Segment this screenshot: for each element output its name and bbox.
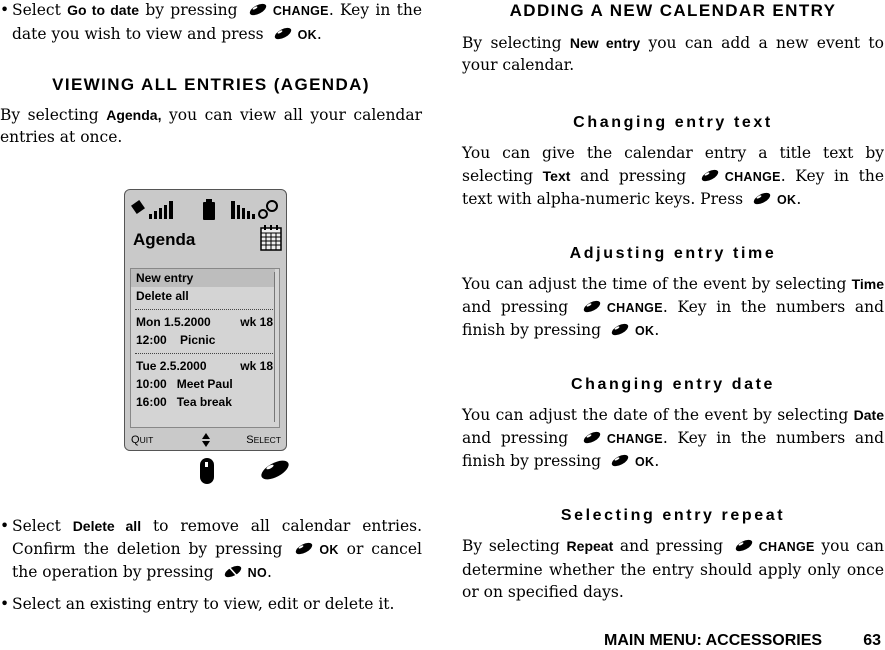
select-softkey[interactable]: SELECT [246,434,281,446]
left-column [0,0,422,149]
oval-key-icon [581,431,603,444]
bullet-delete-all: • Select Delete all to remove all calendar entries. Confirm the deletion by pressing OK or cancel the operation by pressing NO. [0,517,422,581]
oval-key-icon [733,539,755,552]
new-entry-paragraph: By selecting New entry you can add a new event to your calendar. [462,33,884,74]
list-item-day2-date[interactable]: Tue 2.5.2000 wk 18 [136,359,273,373]
change-key-label: CHANGE [724,169,781,184]
right-column [462,0,884,604]
left-lower [0,515,422,615]
list-item-picnic[interactable]: 12:00 Picnic [136,333,216,347]
term-new-entry: New entry [569,34,641,51]
change-key-label: CHANGE [758,540,815,554]
term-agenda: Agenda, [106,106,162,123]
term-repeat: Repeat [566,538,614,554]
list-item-meet-paul[interactable]: 10:00 Meet Paul [136,377,233,391]
entry-repeat-paragraph: By selecting Repeat and pressing CHANGE you can determine whether the entry should apply only once or on specified days. [462,537,885,601]
term-delete-all: Delete all [72,518,142,534]
status-bar-icons [131,196,281,224]
term-time: Time [851,276,884,292]
subheading-entry-repeat: Selecting entry repeat [560,506,786,524]
oval-key-icon [699,169,721,182]
entry-date-paragraph: You can adjust the date of the event by selecting Date and pressing CHANGE. Key in the numbers and finish by pressing OK. [462,406,885,470]
change-key-label: CHANGE [272,4,329,18]
change-key-label: CHANGE [606,300,663,315]
oval-key-icon [609,323,631,336]
slashed-key-icon [222,565,244,578]
scroll-arrows-icon [201,432,211,448]
agenda-paragraph: By selecting Agenda, you can view all your calendar entries at once. [0,105,423,146]
ok-key-label: OK [297,27,317,42]
list-item-tea-break[interactable]: 16:00 Tea break [136,395,232,409]
subheading-entry-date: Changing entry date [570,375,776,393]
entry-time-paragraph: You can adjust the time of the event by selecting Time and pressing CHANGE. Key in the numbers and finish by pressing OK. [462,275,885,339]
oval-key-icon [272,27,294,40]
no-key-label: NO [247,566,267,580]
agenda-list [130,268,280,428]
softkey-bar [131,432,281,448]
oval-key-icon [247,3,269,16]
oval-key-icon [581,300,603,313]
oval-key-icon [609,454,631,467]
list-item-day1-date[interactable]: Mon 1.5.2000 wk 18 [136,315,273,329]
oval-key-icon [293,542,315,555]
ok-key-label: OK [634,455,655,469]
scrollbar[interactable] [274,272,278,422]
divider [135,309,275,310]
phone-agenda-screen [124,189,287,451]
ok-key-label: OK [319,542,339,557]
bullet-existing-entry: • Select an existing entry to view, edit or delete it. [0,594,395,613]
change-key-label: CHANGE [606,431,663,446]
list-item-delete-all[interactable]: Delete all [136,289,189,303]
heading-viewing-all-entries: VIEWING ALL ENTRIES (AGENDA) [52,75,370,94]
calendar-icon [260,225,282,251]
page-footer [604,632,885,650]
ok-key-label: OK [777,193,797,207]
entry-text-paragraph: You can give the calendar entry a title text by selecting Text and pressing CHANGE. Key in the text with alpha-numeric keys. Press OK. [462,144,884,208]
page-number: 63 [863,632,881,649]
footer-title: MAIN MENU: ACCESSORIES [604,632,823,649]
ok-key-label: OK [634,324,655,338]
oval-key-icon [751,192,773,205]
divider [135,353,275,354]
term-date: Date [853,407,884,423]
oval-key-icon [257,458,293,482]
scroll-key-icon [199,457,215,485]
heading-adding-entry: ADDING A NEW CALENDAR ENTRY [509,1,837,20]
list-item-new-entry[interactable]: New entry [131,269,275,287]
term-go-to-date: Go to date [67,2,140,18]
quit-softkey[interactable]: QUIT [131,434,154,446]
subheading-entry-time: Adjusting entry time [569,244,777,262]
subheading-entry-text: Changing entry text [573,113,773,131]
screen-title: Agenda [133,230,196,249]
bullet-go-to-date: • Select Go to date by pressing CHANGE. Key in the date you wish to view and press OK. [0,1,422,43]
term-text: Text [542,167,571,184]
